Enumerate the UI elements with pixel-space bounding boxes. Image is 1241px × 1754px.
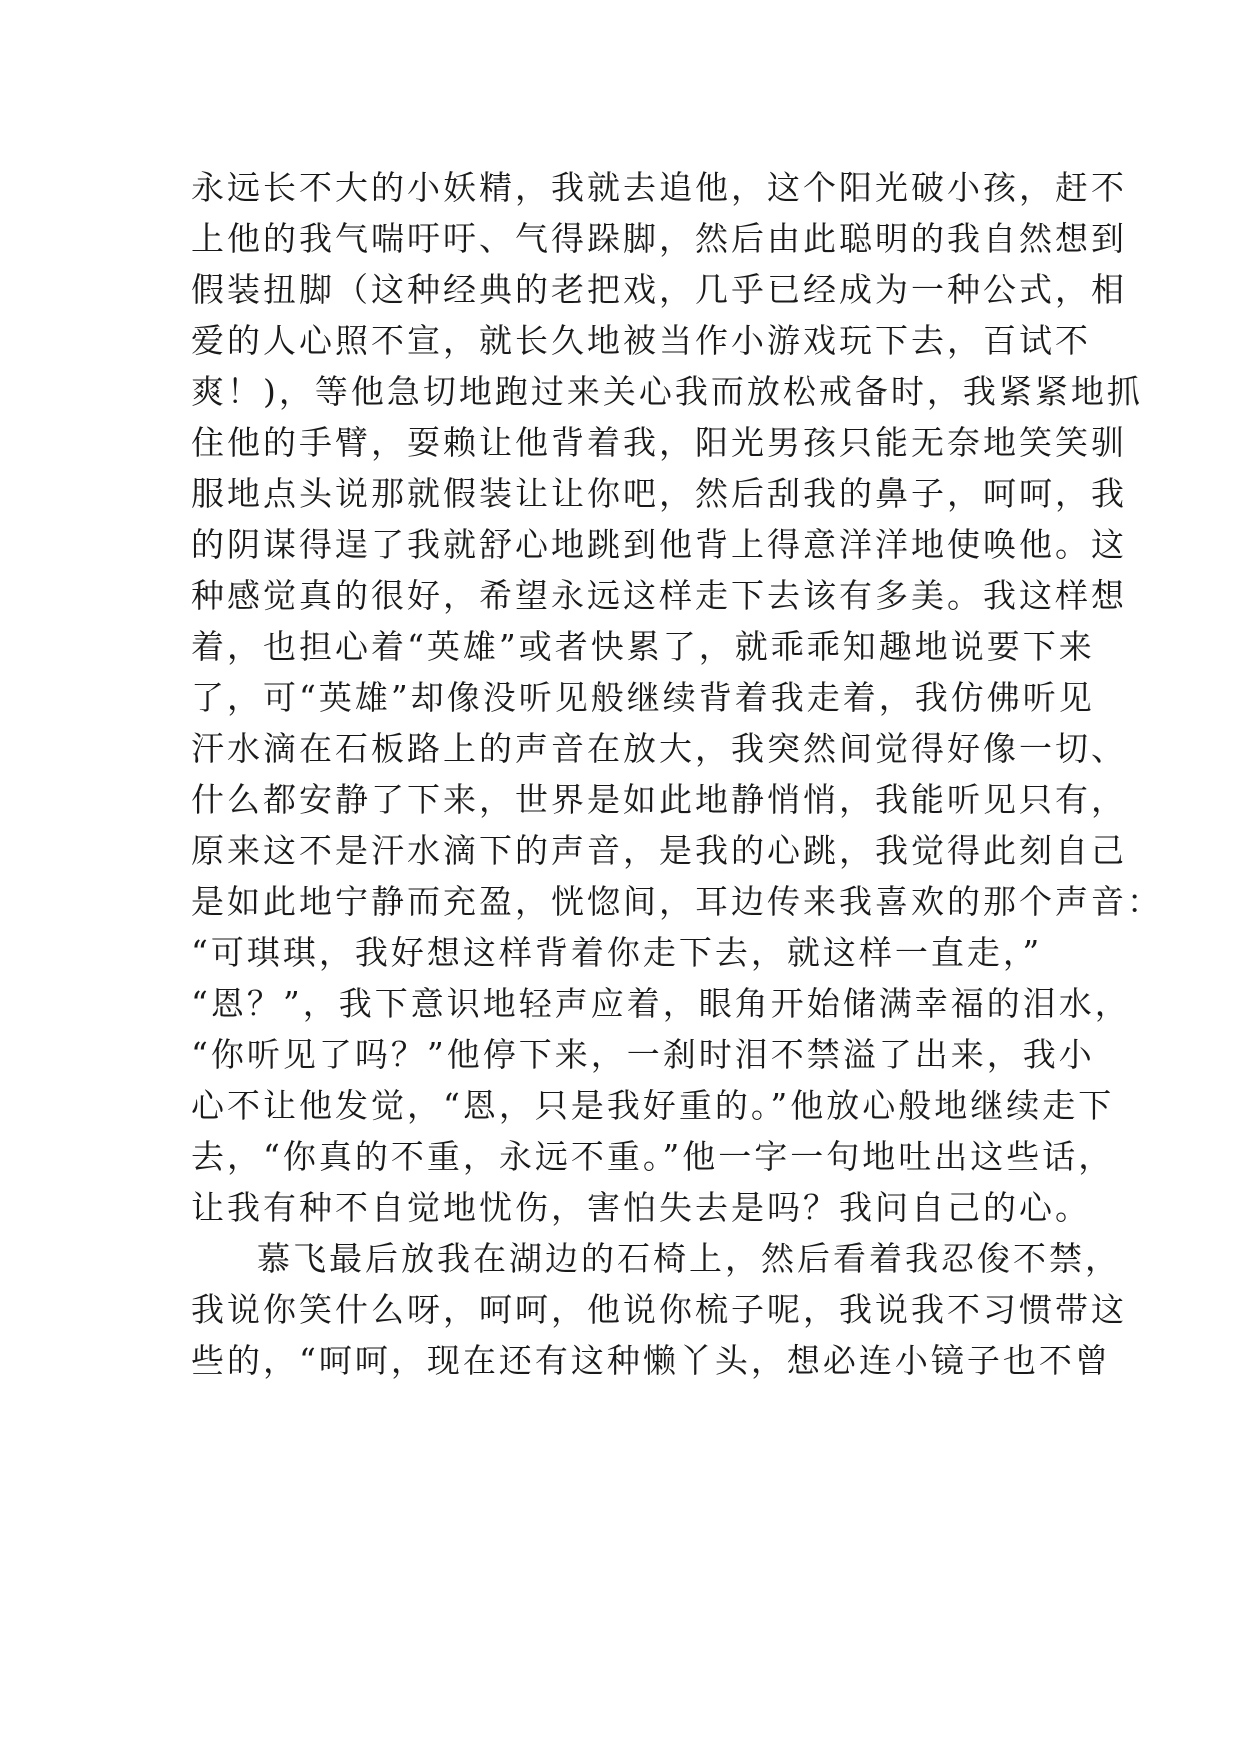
body-text [191,162,1163,1386]
text-line: 住他的手臂，耍赖让他背着我，阳光男孩只能无奈地笑笑驯 [191,423,1127,462]
text-line: 心不让他发觉，“恩，只是我好重的。”他放心般地继续走下 [191,1086,1115,1125]
text-line: 着，也担心着“英雄”或者快累了，就乖乖知趣地说要下来 [191,627,1095,666]
paragraph-start-line: 慕飞最后放我在湖边的石椅上，然后看着我忍俊不禁， [257,1239,1121,1278]
text-line: 爱的人心照不宣，就长久地被当作小游戏玩下去，百试不 [191,321,1091,360]
text-line: 我说你笑什么呀，呵呵，他说你梳子呢，我说我不习惯带这 [191,1290,1127,1329]
text-line: 些的，“呵呵，现在还有这种懒丫头，想必连小镜子也不曾 [191,1341,1111,1380]
text-line: 汗水滴在石板路上的声音在放大，我突然间觉得好像一切、 [191,729,1127,768]
text-line: “你听见了吗？”他停下来，一刹时泪不禁溢了出来，我小 [191,1035,1095,1074]
text-line: 上他的我气喘吁吁、气得跺脚，然后由此聪明的我自然想到 [191,219,1127,258]
text-line: 服地点头说那就假装让让你吧，然后刮我的鼻子，呵呵，我 [191,474,1127,513]
text-line: 了，可“英雄”却像没听见般继续背着我走着，我仿佛听见 [191,678,1095,717]
text-line: 原来这不是汗水滴下的声音，是我的心跳，我觉得此刻自己 [191,831,1127,870]
text-line: 的阴谋得逞了我就舒心地跳到他背上得意洋洋地使唤他。这 [191,525,1127,564]
text-line: “可琪琪，我好想这样背着你走下去，就这样一直走，” [191,933,1043,972]
text-line: 去，“你真的不重，永远不重。”他一字一句地吐出这些话， [191,1137,1115,1176]
text-line: 种感觉真的很好，希望永远这样走下去该有多美。我这样想 [191,576,1127,615]
text-line: 是如此地宁静而充盈，恍惚间，耳边传来我喜欢的那个声音： [191,882,1163,921]
text-line: 爽！)，等他急切地跑过来关心我而放松戒备时，我紧紧地抓 [191,372,1143,411]
text-line: 让我有种不自觉地忧伤，害怕失去是吗？我问自己的心。 [191,1188,1091,1227]
text-line: 什么都安静了下来，世界是如此地静悄悄，我能听见只有， [191,780,1127,819]
text-line: 假装扭脚（这种经典的老把戏，几乎已经成为一种公式，相 [191,270,1127,309]
text-line: 永远长不大的小妖精，我就去追他，这个阳光破小孩，赶不 [191,168,1127,207]
text-line: “恩？”，我下意识地轻声应着，眼角开始储满幸福的泪水， [191,984,1131,1023]
